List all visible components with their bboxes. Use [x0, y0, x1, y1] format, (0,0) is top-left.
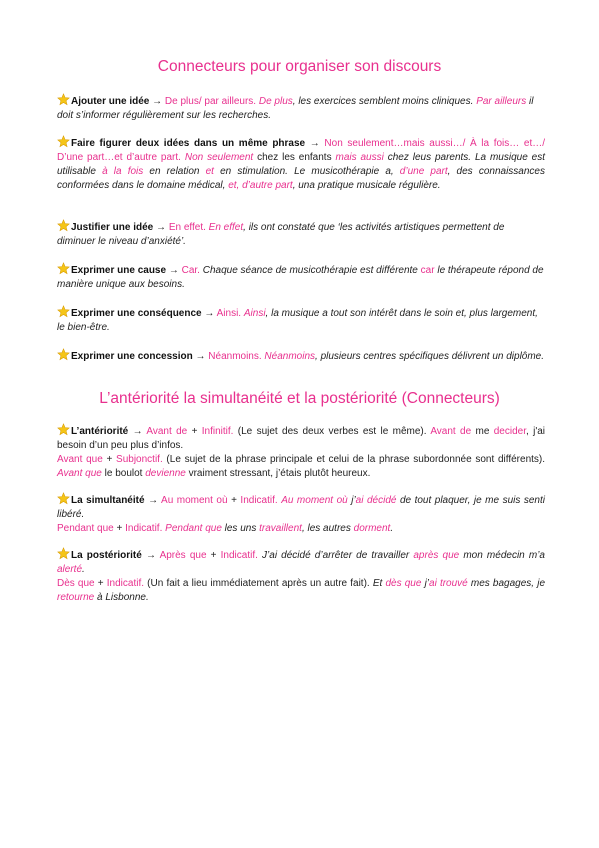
example-connector: et, d’autre part	[228, 180, 293, 191]
star-icon	[57, 135, 70, 148]
arrow: →	[148, 495, 159, 506]
example-text: .	[390, 523, 394, 534]
connector: Avant que	[57, 454, 103, 465]
example-text: vraiment stressant, j’étais plutôt heureux.	[185, 468, 371, 479]
connectors: Car.	[181, 265, 200, 276]
example-connector: Par ailleurs	[476, 96, 527, 107]
section-anteriorite	[57, 423, 545, 481]
example-connector: après que	[413, 550, 460, 561]
example-text: chez leus parents. La musique est utilisable	[57, 152, 546, 177]
section-label: Exprimer une concession	[71, 351, 193, 362]
example-text: à Lisbonne.	[94, 592, 149, 603]
section-label: La postériorité	[71, 550, 142, 561]
example-verb: decider	[493, 426, 526, 437]
example-verb: ai trouvé	[429, 578, 468, 589]
example-text: les uns	[221, 523, 260, 534]
example-text: j’	[347, 495, 356, 506]
example-verb: dorment	[353, 523, 391, 534]
section-label: L’antériorité	[71, 426, 129, 437]
star-icon	[57, 305, 70, 318]
connector: Avant de	[146, 426, 188, 437]
example-verb: ai décidé	[355, 495, 397, 506]
example-text: en relation	[143, 166, 206, 177]
example-connector: mais aussi	[335, 152, 384, 163]
plus-sign: +	[191, 426, 198, 437]
section-simultaneite	[57, 492, 545, 536]
connector: Dès que	[57, 578, 95, 589]
explanation-text: (Le sujet des deux verbes est le même).	[233, 426, 431, 437]
arrow: →	[168, 265, 179, 276]
example-text: me	[471, 426, 494, 437]
page-title: Connecteurs pour organiser son discours	[157, 58, 442, 75]
explanation-text: (Un fait a lieu immédiatement après un autre fait).	[144, 578, 373, 589]
plus-sign: +	[116, 523, 123, 534]
star-icon	[57, 262, 70, 275]
section-ajouter	[57, 93, 545, 123]
arrow: →	[195, 351, 206, 362]
section-label: Ajouter une idée	[71, 96, 150, 107]
arrow: →	[204, 308, 215, 319]
example-text: , una pratique musicale régulière.	[292, 180, 441, 191]
example-connector: à la fois	[102, 166, 144, 177]
section-subtitle: L’antériorité la simultanéité et la postériorité (Connecteurs)	[99, 390, 500, 407]
connector: Au moment où	[161, 495, 228, 506]
example-connector: Au moment où	[281, 495, 348, 506]
example-connector: Avant de	[430, 426, 472, 437]
connector-mode: Infinitif.	[201, 426, 234, 437]
example-text: chez les enfants	[253, 152, 336, 163]
connector: Après que	[159, 550, 207, 561]
example-connector: Pendant que	[165, 523, 222, 534]
connectors: Néanmoins.	[208, 351, 262, 362]
section-label: Faire figurer deux idées dans un même phrase	[71, 138, 306, 149]
star-icon	[57, 93, 70, 106]
connector: Pendant que	[57, 523, 114, 534]
example-text: , les autres	[301, 523, 354, 534]
section-posteriorite	[57, 547, 545, 605]
example-text: , la musique a tout son intérêt dans le soin et, plus largement, le bien-être.	[57, 308, 538, 333]
example-connector: Néanmoins	[264, 351, 316, 362]
connector-mode: Indicatif.	[125, 523, 163, 534]
plus-sign: +	[231, 495, 237, 506]
section-concession	[57, 348, 545, 364]
example-verb: retourne	[57, 592, 95, 603]
section-consequence	[57, 305, 545, 335]
connector-mode: Indicatif.	[106, 578, 145, 589]
connectors: En effet.	[168, 222, 206, 233]
explanation-text: (Le sujet de la phrase principale et celui de la phrase subordonnée sont différents).	[162, 454, 546, 465]
example-verb: alerté	[57, 564, 83, 575]
example-text: , des connaissances conformées dans le domaine médical,	[57, 166, 545, 191]
arrow: →	[309, 138, 320, 149]
example-text: Et	[372, 578, 386, 589]
connectors: Non seulement…mais aussi…/ À la fois… et…/ D’une part…et d’autre part.	[57, 138, 546, 163]
plus-sign: +	[97, 578, 104, 589]
connectors: De plus/ par ailleurs.	[164, 96, 257, 107]
example-text: de tout plaquer, je me suis senti libéré.	[57, 495, 545, 520]
example-connector: Avant que	[57, 468, 102, 479]
section-justifier	[57, 219, 545, 249]
example-connector: En effet	[208, 222, 244, 233]
example-text: mes bagages, je	[467, 578, 546, 589]
example-text: , les exercices semblent moins cliniques.	[292, 96, 477, 107]
example-text: J’ai décidé d’arrêter de travailler	[262, 550, 414, 561]
star-icon	[57, 492, 70, 505]
example-connector: Ainsi	[243, 308, 266, 319]
example-text: Chaque séance de musicothérapie est différente	[199, 265, 421, 276]
example-text: j’	[421, 578, 430, 589]
connector-mode: Indicatif.	[220, 550, 258, 561]
example-text: , plusieurs centres spécifiques délivrent un diplôme.	[315, 351, 545, 362]
example-connector: car	[420, 265, 435, 276]
example-text: le thérapeute répond de manière unique aux besoins.	[57, 265, 544, 290]
star-icon	[57, 348, 70, 361]
arrow: →	[156, 222, 167, 233]
arrow: →	[152, 96, 163, 107]
section-label: La simultanéité	[71, 495, 145, 506]
example-text: le boulot	[101, 468, 146, 479]
example-connector: d’une part	[399, 166, 448, 177]
arrow: →	[145, 550, 156, 561]
section-deux-idees	[57, 135, 545, 193]
section-label: Justifier une idée	[71, 222, 154, 233]
example-text: en stimulation. Le musicothérapie a,	[213, 166, 400, 177]
section-label: Exprimer une conséquence	[71, 308, 202, 319]
example-connector: De plus	[258, 96, 293, 107]
arrow: →	[132, 426, 143, 437]
star-icon	[57, 547, 70, 560]
example-text: il doit s’informer régulièrement sur les recherches.	[57, 96, 534, 121]
example-verb: travaillent	[259, 523, 302, 534]
connector-mode: Subjonctif.	[116, 454, 163, 465]
example-verb: devienne	[145, 468, 186, 479]
connectors: Ainsi.	[216, 308, 242, 319]
plus-sign: +	[106, 454, 113, 465]
example-connector: et	[205, 166, 214, 177]
star-icon	[57, 219, 70, 232]
example-text: .	[82, 564, 85, 575]
section-label: Exprimer une cause	[71, 265, 167, 276]
section-cause	[57, 262, 545, 292]
connector-mode: Indicatif.	[240, 495, 278, 506]
example-text: , j'ai besoin d’un peu plus d’infos.	[57, 426, 546, 451]
example-connector: Non seulement	[184, 152, 254, 163]
example-text: mon médecin m’a	[459, 550, 545, 561]
example-text: , ils ont constaté que ‘les activités artistiques permettent de diminuer le niveau d’anxiété’.	[57, 222, 505, 247]
example-connector: dès que	[385, 578, 422, 589]
star-icon	[57, 423, 70, 436]
plus-sign: +	[210, 550, 217, 561]
